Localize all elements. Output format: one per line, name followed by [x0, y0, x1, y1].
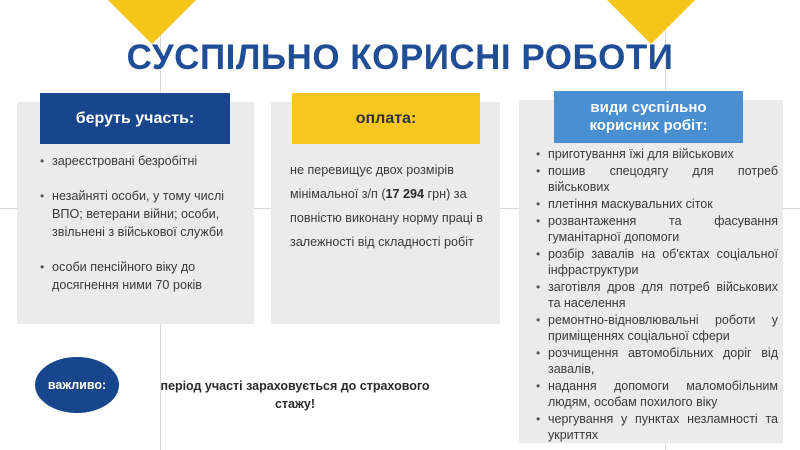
bullet-icon: •	[40, 154, 45, 168]
bullet-icon: •	[536, 147, 541, 161]
list-item: • приготування їжі для військових	[536, 147, 734, 161]
list-item: • надання допомоги маломобільним людям, особам похилого віку	[536, 379, 778, 409]
list-item: • заготівля дров для потреб військових та населення	[536, 280, 778, 310]
bullet-icon: •	[536, 379, 541, 393]
list-item: • розбір завалів на об'єктах соціальної інфраструктури	[536, 247, 778, 277]
important-note: період участі зараховується до страхового стажу!	[160, 379, 430, 411]
bullet-icon: •	[536, 164, 541, 178]
bullet-icon: •	[536, 280, 541, 294]
list-item: • незайняті особи, у тому числі ВПО; ветерани війни; особи, звільнені з військової служби	[40, 189, 225, 239]
bullet-icon: •	[536, 412, 541, 426]
participants-list	[38, 152, 243, 311]
work-types-header: види суспільно корисних робіт:	[554, 91, 743, 143]
bullet-icon: •	[536, 197, 541, 211]
payment-amount: 17 294	[385, 187, 425, 201]
participants-header: беруть участь:	[40, 93, 230, 144]
bullet-icon: •	[536, 346, 541, 360]
payment-header: оплата:	[292, 93, 480, 144]
page-title: СУСПІЛЬНО КОРИСНІ РОБОТИ	[126, 38, 674, 77]
bullet-icon: •	[40, 260, 45, 274]
work-types-list	[534, 146, 778, 444]
bullet-icon: •	[40, 189, 45, 203]
important-badge: важливо:	[35, 357, 119, 413]
list-item: • особи пенсійного віку до досягнення ними 70 років	[40, 260, 202, 292]
bullet-icon: •	[536, 214, 541, 228]
list-item: • зареєстровані безробітні	[40, 154, 198, 168]
payment-text: не перевищує двох розмірів мінімальної з/п (17 294 грн) за повністю виконану норму праці в залежності від складності робіт	[290, 163, 483, 249]
list-item: • плетіння маскувальних сіток	[536, 197, 713, 211]
bullet-icon: •	[536, 313, 541, 327]
bullet-icon: •	[536, 247, 541, 261]
list-item: • ремонтно-відновлювальні роботи у приміщеннях соціальної сфери	[536, 313, 778, 343]
list-item: • пошив спецодягу для потреб військових	[536, 164, 778, 194]
list-item: • розвантаження та фасування гуманітарної допомоги	[536, 214, 778, 244]
list-item: • чергування у пунктах незламності та укриттях	[536, 412, 778, 442]
list-item: • розчищення автомобільних доріг від завалів,	[536, 346, 778, 376]
